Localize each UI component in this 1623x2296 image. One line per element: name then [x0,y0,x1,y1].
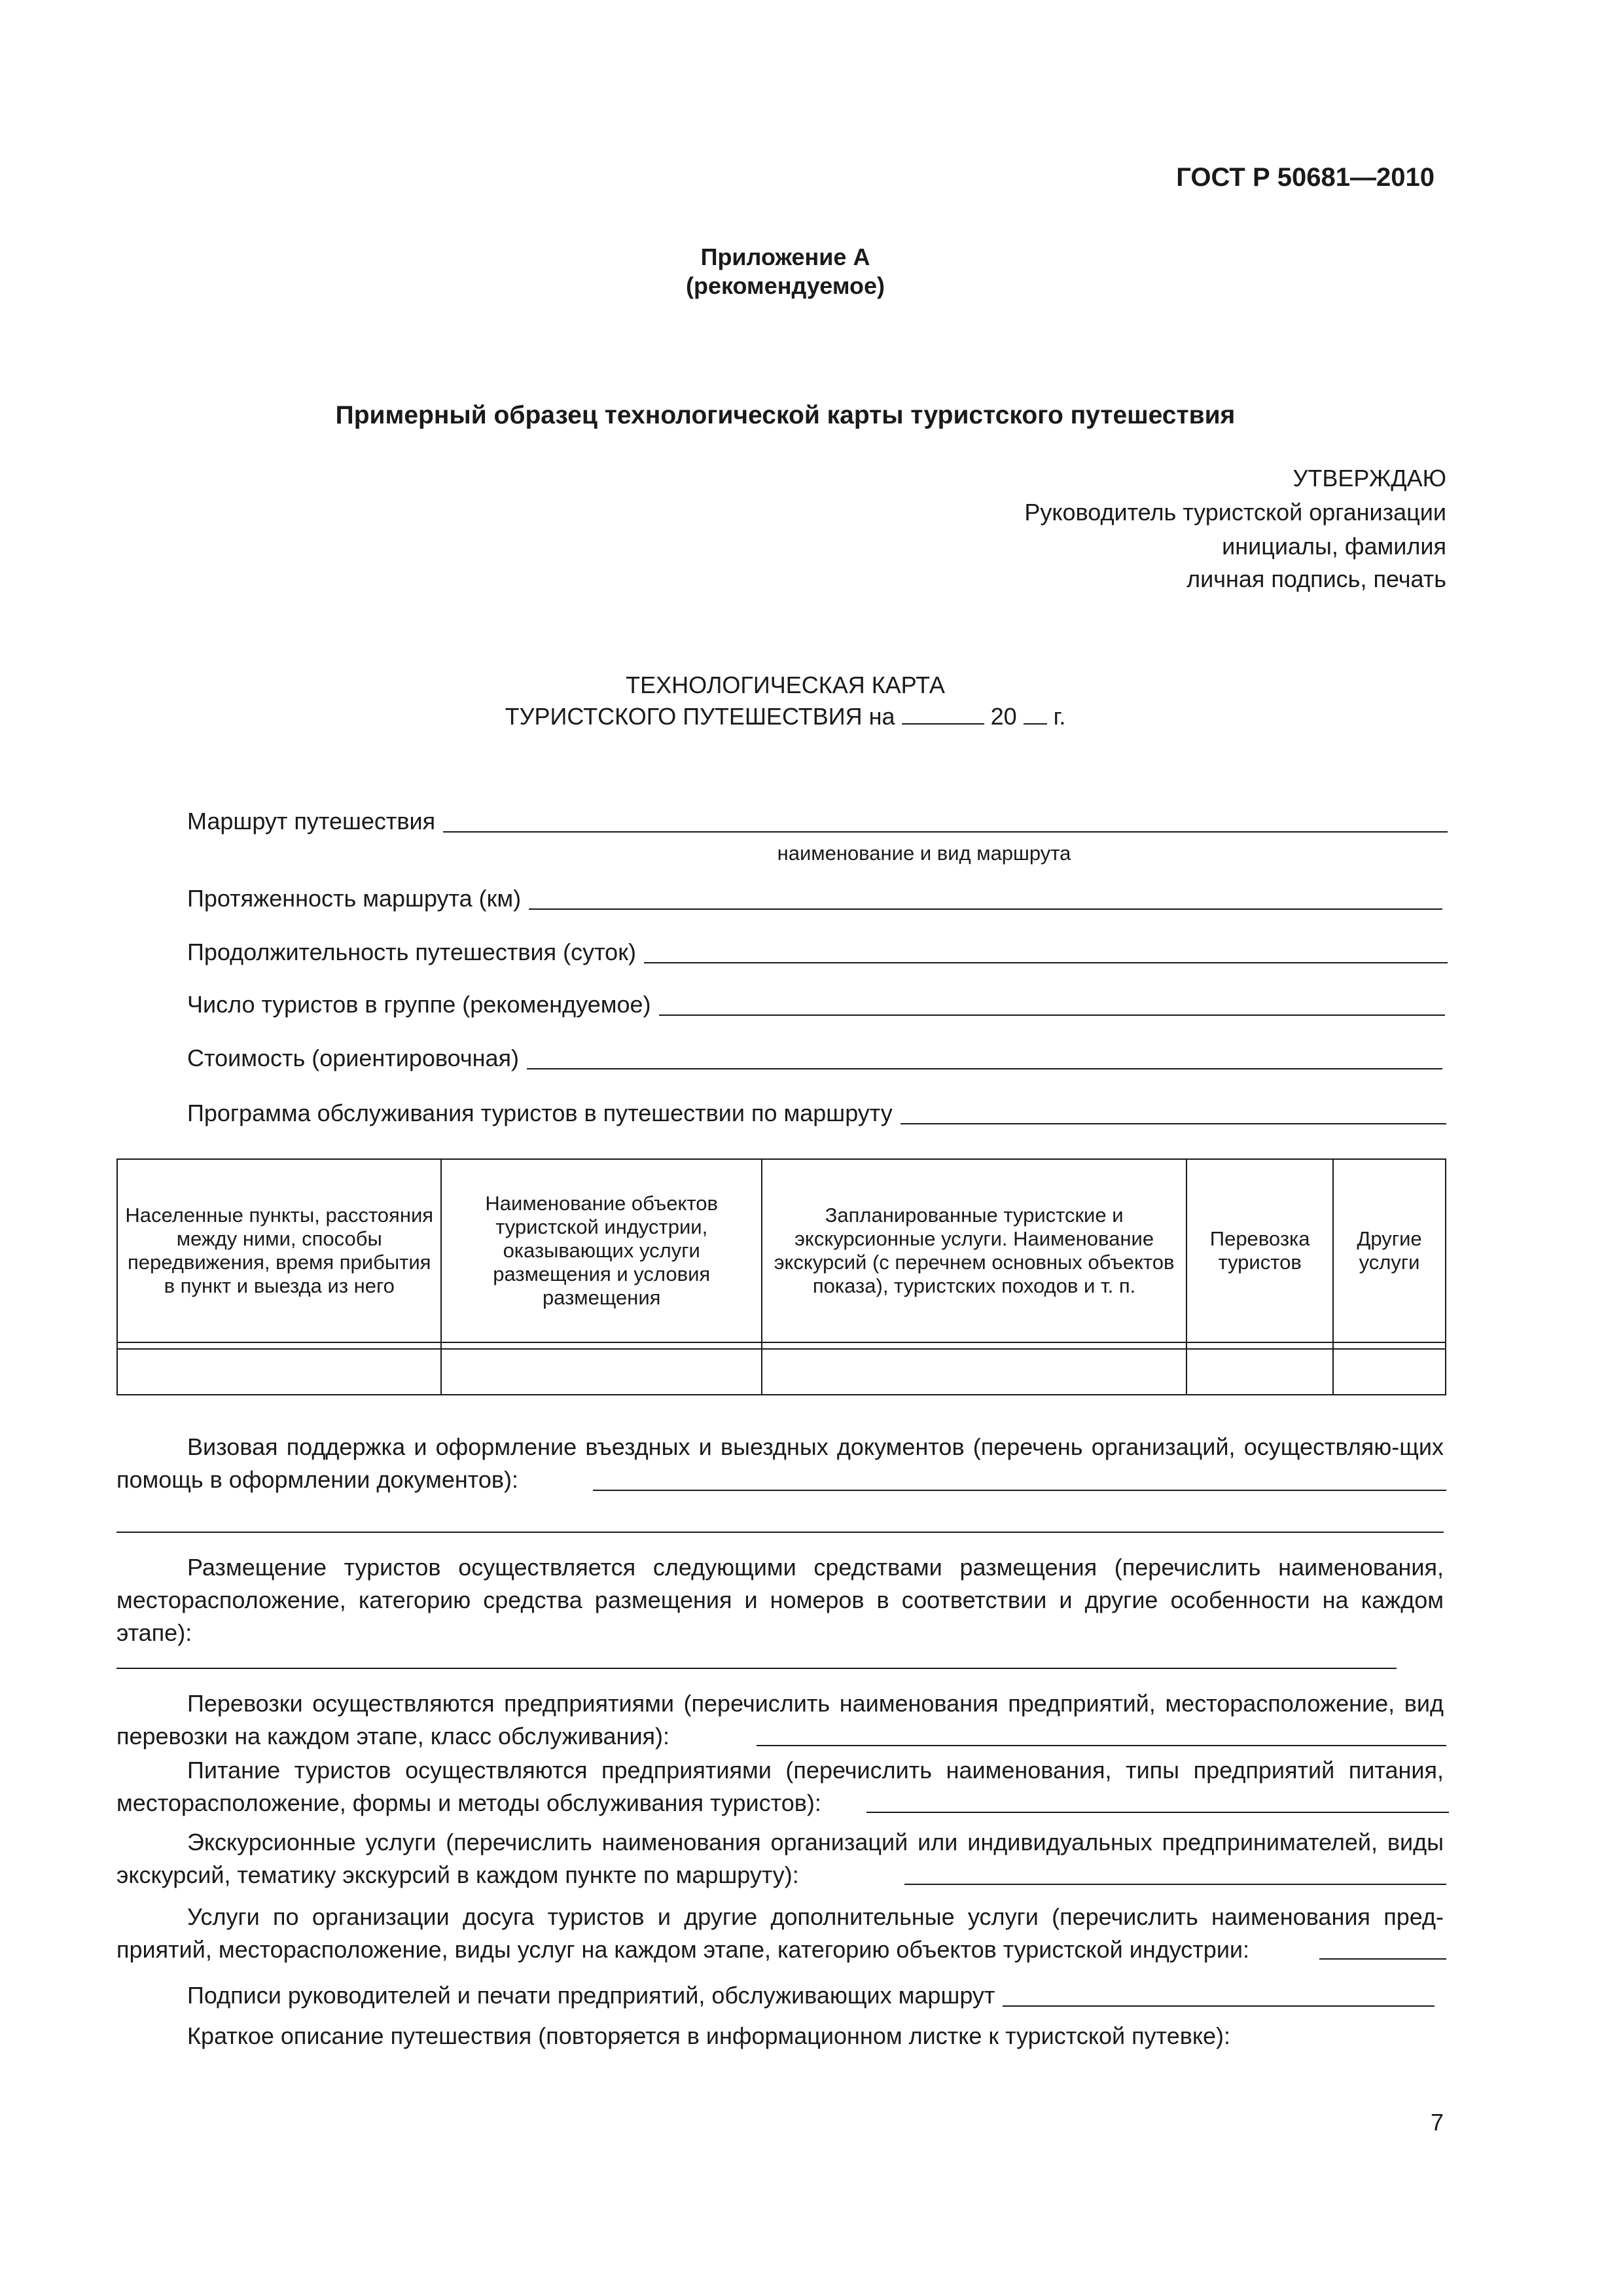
leisure-text: Услуги по организации досуга туристов и другие дополнительные услуги (перечислить наименования пред-приятий, месторасположение, виды услуг на каждом этапе, категорию объектов туристской индустрии: [116,1903,1444,1963]
accommodation-text: Размещение туристов осуществляется следующими средствами размещения (перечислить наименования, месторасположение, категорию средства размещения и номеров в соответствии и другие особенности на каждом этапе): [116,1554,1444,1646]
table-separator-row [117,1342,1446,1349]
signatures-label: Подписи руководителей и печати предприятий, обслуживающих маршрут [187,1982,995,2009]
accommodation-paragraph [116,1551,1444,1649]
card-date-blank[interactable] [902,701,984,725]
leisure-paragraph [116,1901,1444,1966]
table-cell [1333,1342,1446,1349]
leisure-input-line[interactable] [1319,1958,1446,1960]
card-title-year: 20 [990,703,1017,730]
signatures-input-line[interactable] [1003,2005,1435,2007]
appendix-title: Приложение А [700,243,870,270]
table-cell[interactable] [117,1349,441,1395]
duration-label: Продолжительность путешествия (суток) [187,939,636,965]
excursions-text: Экскурсионные услуги (перечислить наименования организаций или индивидуальных предпринимателей, виды экскурсий, тематику экскурсий в каждом пункте по маршруту): [116,1829,1444,1888]
table-cell[interactable] [441,1349,761,1395]
column-header: Населенные пункты, расстояния между ними, способы передвижения, время прибытия в пункт и выезда из него [117,1159,441,1342]
table-cell [441,1342,761,1349]
table-cell[interactable] [1333,1349,1446,1395]
table-cell [117,1342,441,1349]
route-field [187,805,1448,838]
column-header: Перевозка туристов [1186,1159,1333,1342]
cost-field [187,1042,1442,1075]
group-label: Число туристов в группе (рекомендуемое) [187,991,651,1018]
food-text: Питание туристов осуществляются предприятиями (перечислить наименования, типы предприятий питания, месторасположение, формы и методы обслуживания туристов): [116,1757,1444,1816]
visa-text: Визовая поддержка и оформление въездных и выездных документов (перечень организаций, осуществляю-щих помощь в оформлении документов): [116,1433,1444,1493]
card-title-line-2 [0,700,1571,733]
group-input-line[interactable] [659,1014,1445,1016]
card-title-prefix: ТУРИСТСКОГО ПУТЕШЕСТВИЯ на [505,703,895,730]
table-cell[interactable] [762,1349,1186,1395]
description-text: Краткое описание путешествия (повторяется в информационном листке к туристской путевке): [187,2022,1231,2049]
route-label: Маршрут путешествия [187,808,436,834]
route-caption: наименование и вид маршрута [777,842,1071,865]
approval-line-3: личная подпись, печать [1186,565,1446,592]
tour-program-table [116,1158,1446,1395]
transport-text: Перевозки осуществляются предприятиями (перечислить наименования предприятий, месторасположение, вид перевозки на каждом этапе, класс обслуживания): [116,1690,1444,1749]
visa-input-line[interactable] [593,1490,1446,1491]
card-title-line-1: ТЕХНОЛОГИЧЕСКАЯ КАРТА [626,672,945,698]
approval-line-2: инициалы, фамилия [1222,533,1446,560]
length-label: Протяженность маршрута (км) [187,885,522,912]
approval-title: УТВЕРЖДАЮ [1293,465,1446,492]
column-header: Другие услуги [1333,1159,1446,1342]
length-input-line[interactable] [529,908,1442,910]
duration-field [187,936,1448,969]
route-input-line[interactable] [443,831,1448,833]
duration-input-line[interactable] [644,962,1448,963]
transport-paragraph [116,1687,1444,1753]
program-input-line[interactable] [901,1123,1446,1124]
table-header-row [117,1159,1446,1342]
length-field [187,882,1442,915]
visa-input-line-2[interactable] [116,1532,1444,1533]
approval-line-1: Руководитель туристской организации [1024,499,1446,526]
cost-label: Стоимость (ориентировочная) [187,1045,520,1071]
table-cell[interactable] [1186,1349,1333,1395]
table-cell [1186,1342,1333,1349]
main-title: Примерный образец технологической карты туристского путешествия [335,401,1236,429]
visa-paragraph [116,1431,1444,1496]
column-header: Запланированные туристские и экскурсионные услуги. Наименование экскурсий (с перечнем основных объектов показа), туристских походов и т. п. [762,1159,1186,1342]
program-label: Программа обслуживания туристов в путешествии по маршруту [187,1100,893,1126]
card-year-blank[interactable] [1024,701,1047,725]
column-header: Наименование объектов туристской индустрии, оказывающих услуги размещения и условия размещения [441,1159,761,1342]
table-cell [762,1342,1186,1349]
food-paragraph [116,1754,1444,1820]
accommodation-input-line[interactable] [116,1668,1397,1669]
food-input-line[interactable] [866,1812,1449,1813]
cost-input-line[interactable] [527,1068,1442,1069]
card-title-suffix: г. [1053,703,1066,730]
signatures-field [187,1979,1435,2012]
transport-input-line[interactable] [757,1745,1446,1746]
excursions-paragraph [116,1826,1444,1892]
appendix-subtitle: (рекомендуемое) [686,272,885,299]
table-row [117,1349,1446,1395]
standard-code: ГОСТ Р 50681—2010 [1176,163,1435,192]
group-field [187,988,1445,1021]
program-field [187,1097,1446,1130]
excursions-input-line[interactable] [904,1884,1446,1885]
page-number: 7 [1430,2109,1444,2136]
